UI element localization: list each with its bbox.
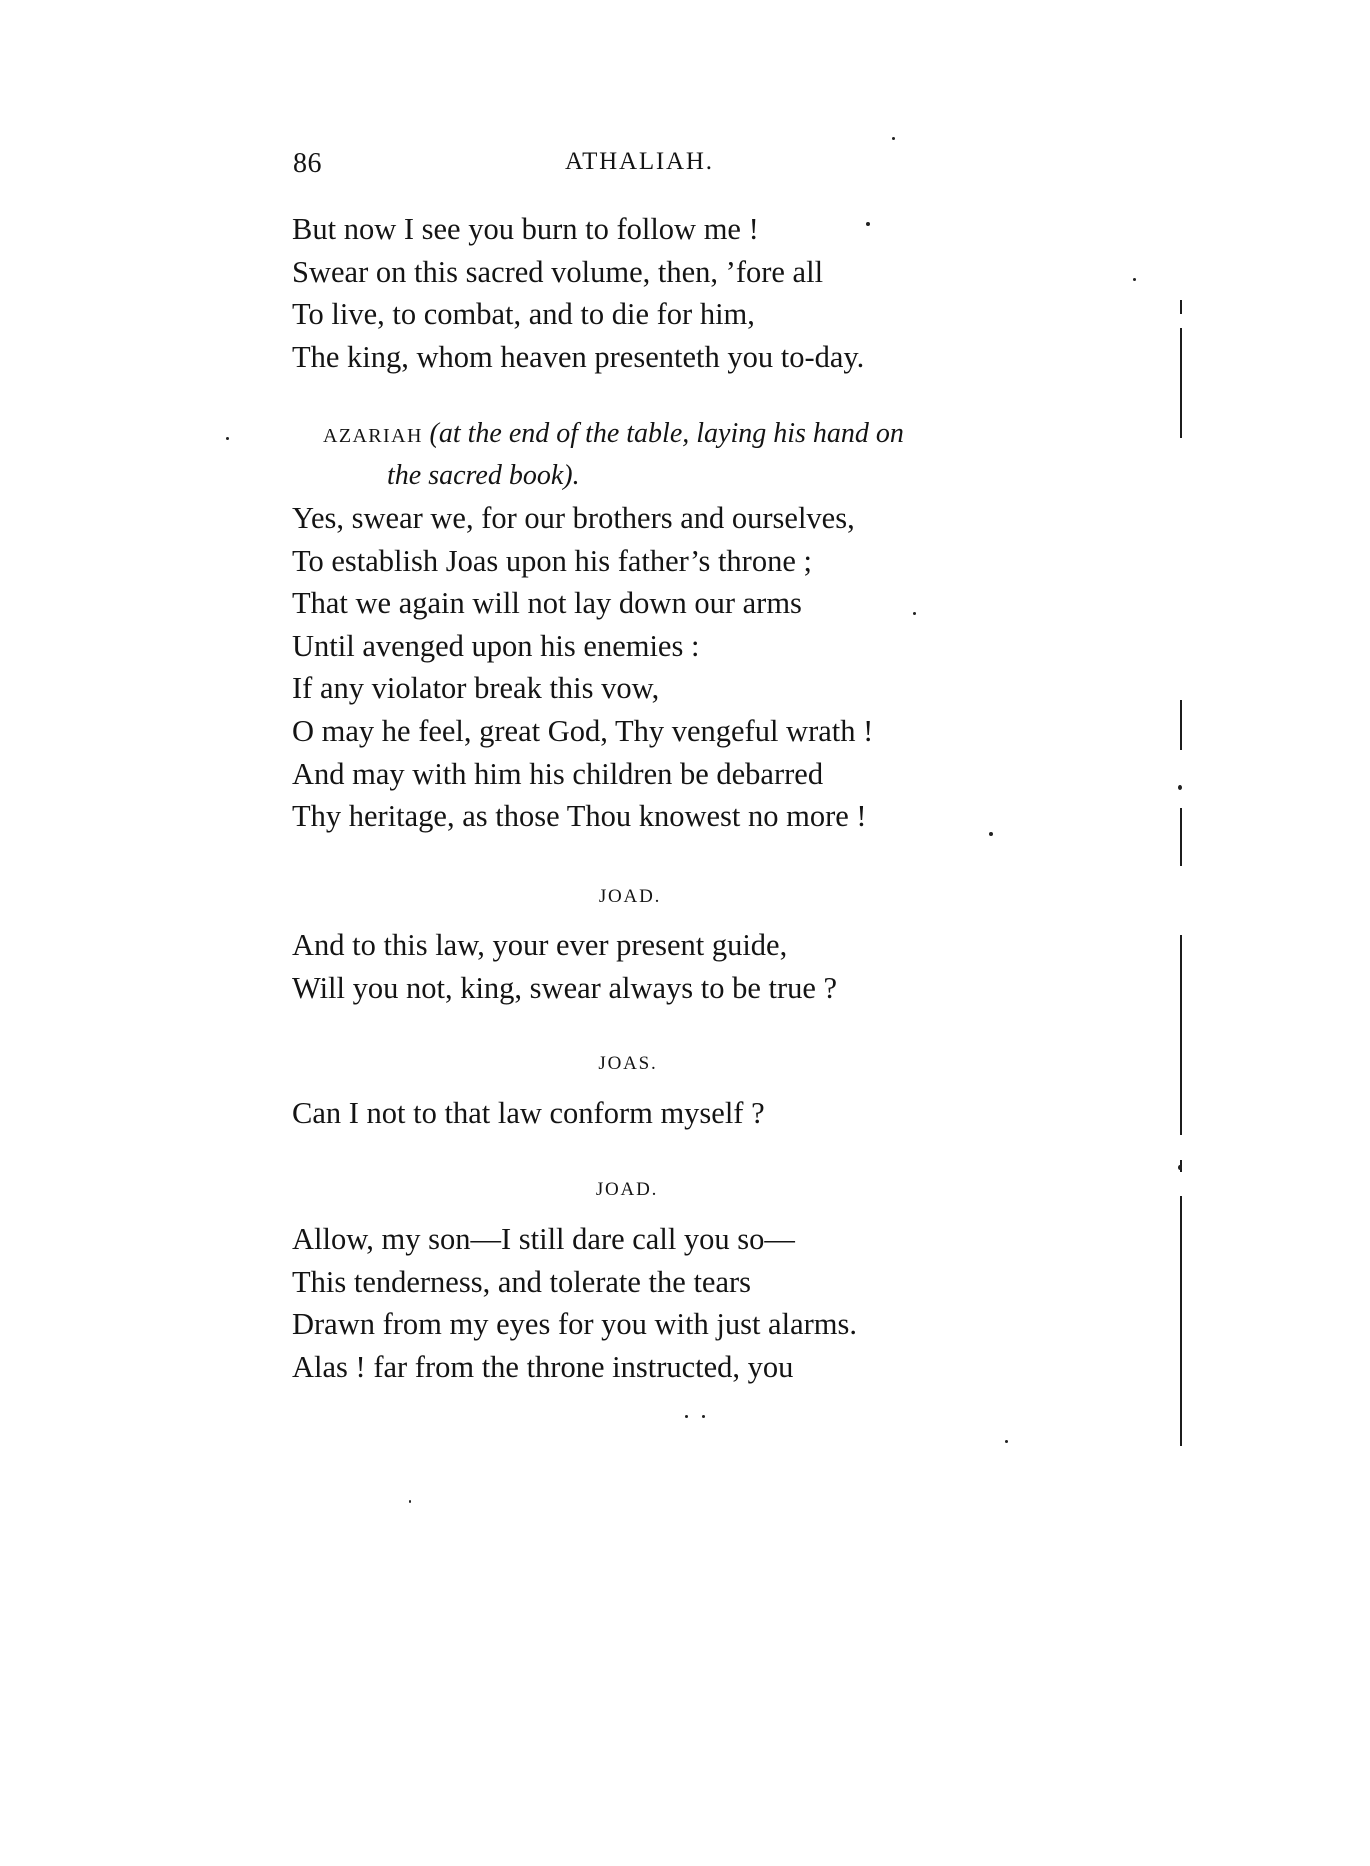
verse-line: This tenderness, and tolerate the tears [292,1264,752,1299]
scan-gutter-mark [1180,935,1182,1135]
verse-line: Yes, swear we, for our brothers and ourselves, [292,501,855,535]
verse-line: Thy heritage, as those Thou knowest no more ! [292,799,867,834]
scan-gutter-mark [1180,300,1182,314]
verse-line: And to this law, your ever present guide, [292,928,788,962]
scan-speck [1178,785,1182,790]
scan-speck [226,437,229,440]
scan-speck [989,832,993,836]
scan-speck [1178,1165,1182,1170]
scan-speck [702,1415,705,1418]
verse-line: Until avenged upon his enemies : [292,628,700,663]
verse-line: Allow, my son—I still dare call you so— [292,1222,795,1256]
verse-line: To live, to combat, and to die for him, [292,297,755,332]
stage-direction-continuation: the sacred book). [387,460,580,491]
verse-line: To establish Joas upon his father’s throne ; [292,543,812,578]
scan-speck [1005,1440,1008,1443]
azariah-stage-direction [323,413,904,496]
page-number: 86 [293,148,322,179]
scan-speck [685,1415,688,1418]
verse-line: Will you not, king, swear always to be true ? [292,970,838,1005]
page-header [0,148,1370,188]
scan-gutter-mark [1180,700,1182,750]
speaker-name-azariah: AZARIAH [323,425,423,447]
running-title: ATHALIAH. [565,148,714,175]
scan-speck [409,1500,411,1503]
verse-line: The king, whom heaven presenteth you to-day. [292,339,865,374]
verse-line: That we again will not lay down our arms [292,586,802,621]
speaker-line [323,413,904,456]
scan-gutter-mark [1180,328,1182,438]
verse-passage-4 [292,1092,765,1135]
verse-line: O may he feel, great God, Thy vengeful wrath ! [292,713,874,748]
verse-passage-5 [292,1218,857,1388]
scan-speck [1133,278,1136,281]
speaker-heading-joas: JOAS. [598,1053,658,1074]
verse-passage-1 [292,208,864,378]
scan-speck [892,137,895,140]
verse-line: But now I see you burn to follow me ! [292,212,759,246]
verse-line: Can I not to that law conform myself ? [292,1096,765,1130]
scan-gutter-mark [1180,808,1182,866]
scan-speck [913,612,916,615]
verse-line: Swear on this sacred volume, then, ’fore all [292,254,824,289]
verse-passage-3 [292,924,837,1009]
verse-line: Drawn from my eyes for you with just alarms. [292,1307,857,1342]
stage-direction-text: (at the end of the table, laying his hand on [429,418,904,449]
speaker-heading-joad: JOAD. [598,886,662,907]
scan-gutter-mark [1180,1196,1182,1446]
verse-line: And may with him his children be debarred [292,756,824,791]
verse-line: Alas ! far from the throne instructed, you [292,1349,794,1384]
verse-line: If any violator break this vow, [292,671,660,706]
speaker-heading-joad: JOAD. [595,1179,659,1200]
verse-passage-2 [292,497,873,838]
scan-speck [866,222,870,226]
